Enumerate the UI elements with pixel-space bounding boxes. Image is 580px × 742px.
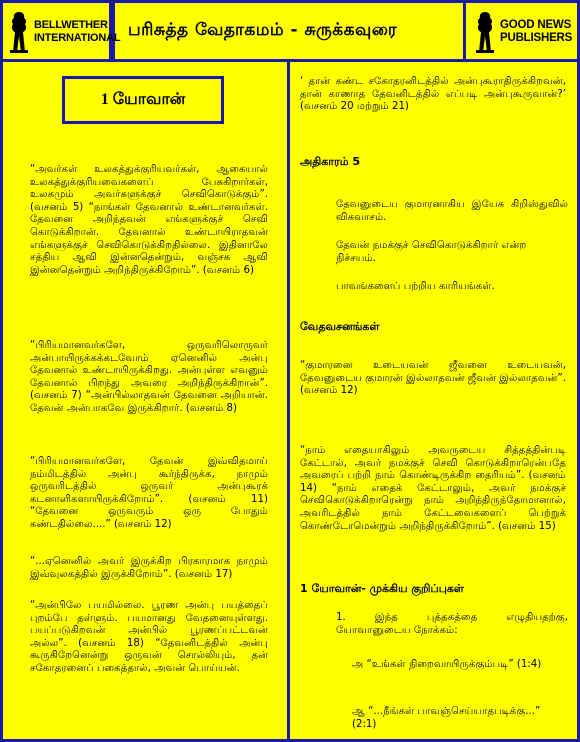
- book-title: 1 யோவான்: [62, 76, 224, 124]
- chapter-point: பாவங்களைப் பற்றிய காரியங்கள்.: [336, 281, 495, 292]
- good-news-logo-line2: PUBLISHERS: [500, 32, 573, 44]
- verse-paragraph: “அன்பிலே பயமில்லை. பூரண அன்பு பயத்தைப் புறம்பே தள்ளும். பயமானது வேதனையுள்ளது. பயப்படுகிறவன் அன்பில் பூரணப்பட்டவன் அல்ல”. (வசனம் 18) “தேவனிடத்தில் அன்பு கூருகிறேனென்று ஒருவன் சொல்லியும், தன் சகோதரனைப் பகைத்தால், அவன் பொய்யன்.: [30, 600, 268, 674]
- scripture-paragraph: “நாம் எதையாகிலும் அவருடைய சித்தத்தின்படி கேட்டால், அவர் நமக்குச் செவி கொடுக்கிறாரென்பதே அவரைப் பற்றி நாம் கொண்டிருக்கிற தைரியம்”. (வசனம் 14) “நாம் எதைக் கேட்டாலும், அவர் நமக்குச் செவிகொடுக்கிறாரென்று நாம் அறிந்திருந்தோமானால், அவரிடத்தில் நாம் கேட்டவைகளைப் பெற்றுக் கொண்டோமென்றும் அறிந்திருக்கிறோம்”. (வசனம் 15): [300, 445, 566, 532]
- intro-paragraph: ‘ தான் கண்ட சகோதரனிடத்தில் அன்புகூராதிருக்கிறவன், தான் காணாத தேவனிடத்தில் எப்படி அன்புகூருவான்?’ (வசனம் 20 மற்றும் 21): [300, 76, 566, 113]
- key-point: அ “உங்கள் நிறைவாயிருக்கும்படி” (1:4): [352, 659, 542, 670]
- chapter-point: தேவனுடைய குமாரனாகிய இயேசு கிறிஸ்துவில் விசுவாசம்.: [336, 199, 568, 223]
- chapter-point: தேவன் நமக்குச் செவிகொடுக்கிறார் என்ற நிச்சயம்.: [336, 240, 527, 264]
- bellwether-logo-line1: BELLWETHER: [34, 19, 108, 31]
- verse-paragraph: “பிரியமானவர்களே, தேவன் இவ்விதமாய் நம்மிடத்தில் அன்பு கூர்ந்திருக்க, நாமும் ஒருவரிடத்தில் ஒருவர் அன்புகூரக் கடனாளிகளாயிருக்கிறோம்”. (வசனம் 11) “தேவனை ஒருவரும் ஒரு போதும் கண்டதில்லை....” (வசனம் 12): [30, 456, 268, 530]
- page-title: பரிசுத்த வேதாகமம் - சுருக்கவுரை: [128, 20, 398, 40]
- scripture-heading: வேதவசனங்கள்: [300, 320, 380, 333]
- good-news-figure-icon: [474, 10, 496, 54]
- key-points-heading: 1 யோவான்- முக்கிய குறிப்புகள்: [300, 582, 464, 595]
- bellwether-figure-icon: [8, 10, 30, 54]
- verse-paragraph: “பிரியமானவர்களே, ஒருவரிலொருவர் அன்பாயிருக்கக்கடவோம் ஏனெனில் அன்பு தேவனால் உண்டாயிருக்கிறது. அன்புள்ள எவனும் தேவனால் பிறந்து அவரை அறிந்திருக்கிறான்”. (வசனம் 7) “அன்பில்லாதவன் தேவனை அறியான். தேவன் அன்பாகவே இருக்கிறார். (வசனம் 8): [30, 340, 268, 414]
- key-point: ஆ “...நீங்கள் பாவஞ்செய்யாதபடிக்கு...” (2:1): [352, 706, 541, 730]
- bellwether-logo-line2: INTERNATIONAL: [34, 32, 121, 44]
- bellwether-logo-text: [34, 19, 120, 45]
- good-news-logo-text: [500, 19, 572, 45]
- bellwether-logo: [8, 10, 120, 54]
- good-news-logo-line1: GOOD NEWS: [500, 19, 572, 31]
- scripture-paragraph: “குமாரனை உடையவன் ஜீவனை உடையவன், தேவனுடைய குமாரன் இல்லாதவன் ஜீவன் இல்லாதவன்”. (வசனம் 12): [300, 360, 567, 397]
- good-news-logo: [474, 10, 572, 54]
- verse-paragraph: “அவர்கள் உலகத்துக்குரியவர்கள், ஆகையால் உலகத்துக்குரியவைகளைப் பேசுகிறார்கள், உலகமும் அவர்களுக்குச் செவிகொடுக்கும்”. (வசனம் 5) “நாங்கள் தேவனால் உண்டானவர்கள். தேவனை அறிந்தவன் எங்களுக்குச் செவி கொடுக்கிறான். தேவனால் உண்டாயிராதவன் எங்களுக்குச் செவிகொடுக்கிறதில்லை. இதினாலே சத்திய ஆவி இன்னதென்றும், வஞ்சக ஆவி இன்னதென்றும் அறிந்திருக்கிறோம்”. (வசனம் 6): [30, 164, 268, 276]
- chapter-heading: அதிகாரம் 5: [300, 155, 361, 168]
- verse-paragraph: “...ஏனெனில் அவர் இருக்கிற பிரகாரமாக நாமும் இவ்வுலகத்தில் இருக்கிறோம்”. (வசனம் 17): [30, 556, 268, 580]
- key-point: 1. இந்த புத்தகத்தை எழுதியதற்கு, யோவானுடைய நோக்கம்:: [336, 612, 568, 636]
